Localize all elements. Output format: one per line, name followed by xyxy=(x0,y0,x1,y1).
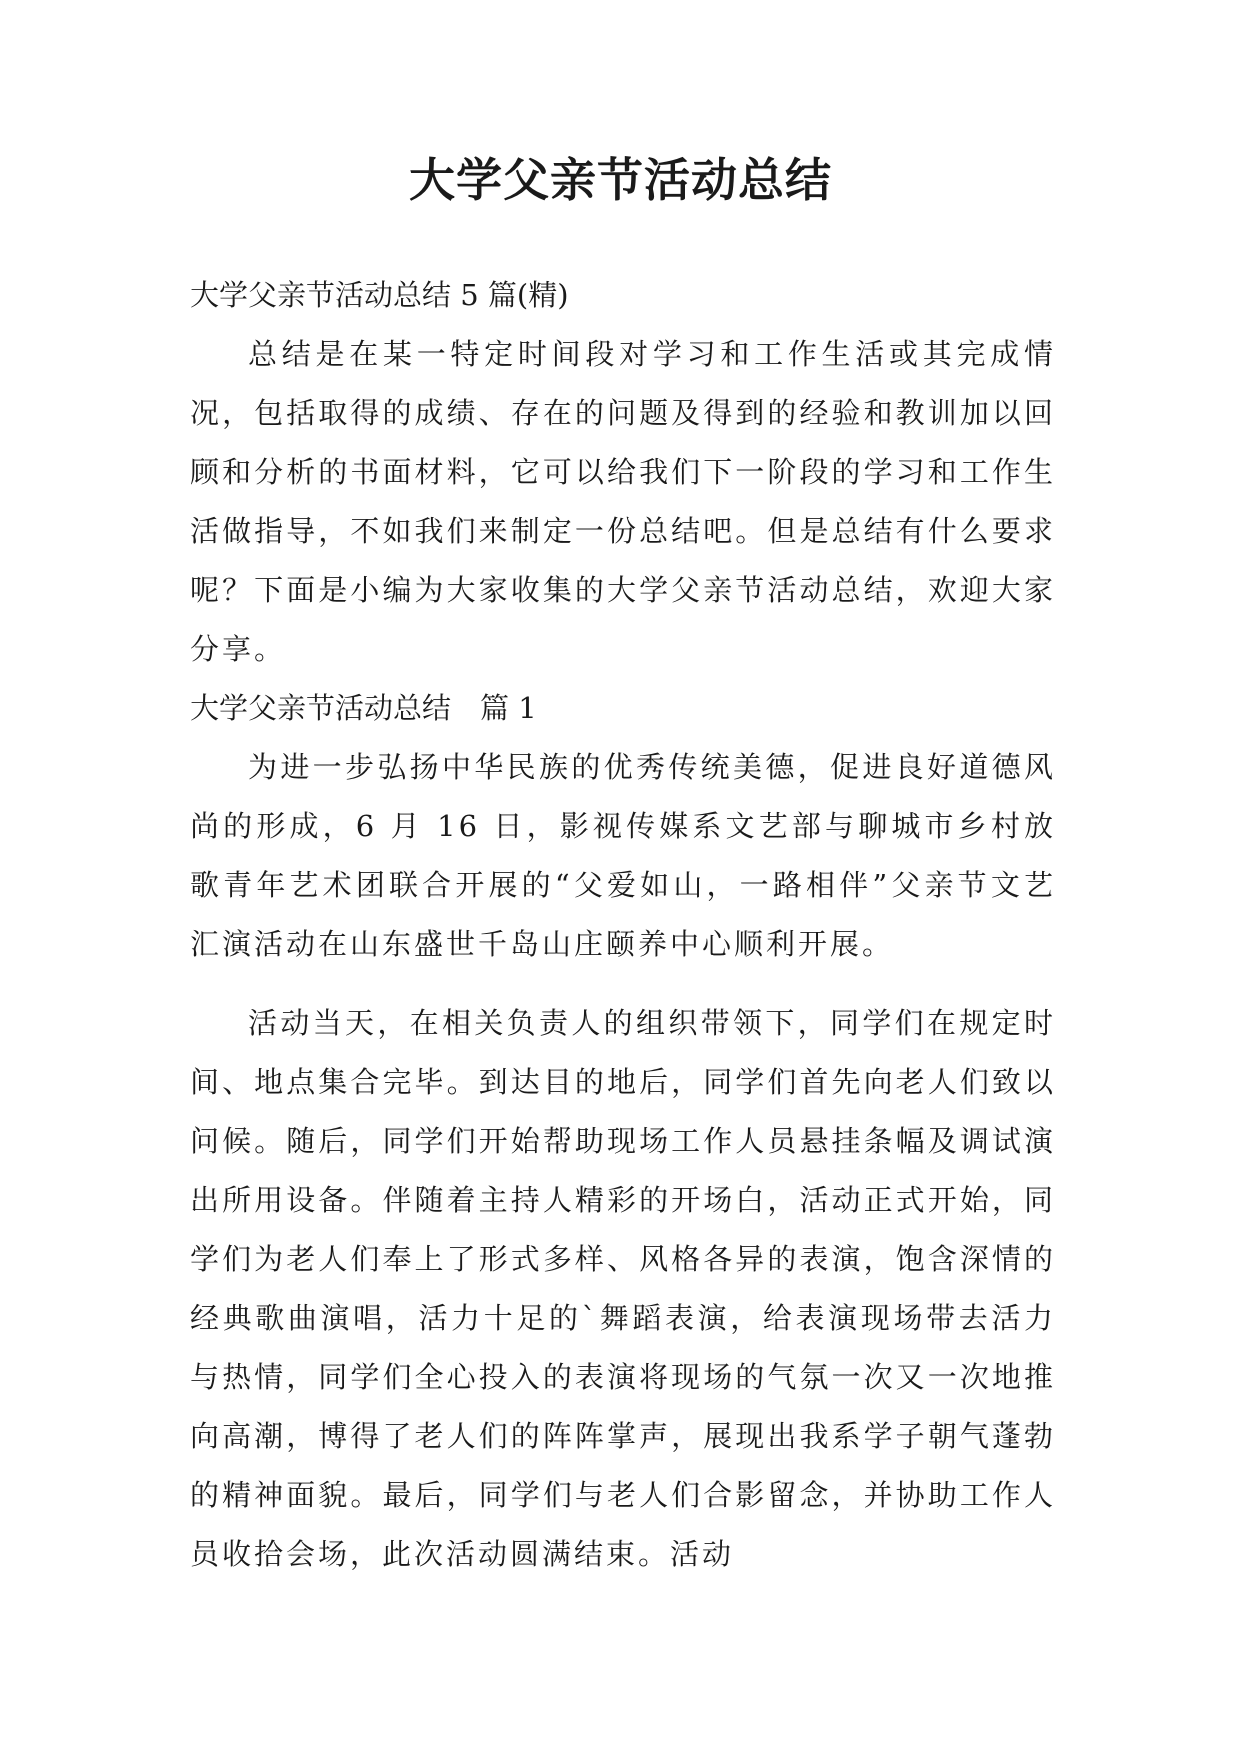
section-paragraph-2: 活动当天，在相关负责人的组织带领下，同学们在规定时间、地点集合完毕。到达目的地后，同学们首先向老人们致以问候。随后，同学们开始帮助现场工作人员悬挂条幅及调试演出所用设备。伴随着主持人精彩的开场白，活动正式开始，同学们为老人们奉上了形式多样、风格各异的表演，饱含深情的经典歌曲演唱，活力十足的`舞蹈表演，给表演现场带去活力与热情，同学们全心投入的表演将现场的气氛一次又一次地推向高潮，博得了老人们的阵阵掌声，展现出我系学子朝气蓬勃的精神面貌。最后，同学们与老人们合影留念，并协助工作人员收拾会场，此次活动圆满结束。活动 xyxy=(190,1006,1056,1571)
section-heading: 大学父亲节活动总结 篇 1 xyxy=(190,691,537,725)
document-subtitle: 大学父亲节活动总结 5 篇(精) xyxy=(190,278,569,312)
intro-paragraph: 总结是在某一特定时间段对学习和工作生活或其完成情况，包括取得的成绩、存在的问题及得到的经验和教训加以回顾和分析的书面材料，它可以给我们下一阶段的学习和工作生活做指导，不如我们来制定一份总结吧。但是总结有什么要求呢？下面是小编为大家收集的大学父亲节活动总结，欢迎大家分享。 xyxy=(190,337,1056,666)
section-paragraph-1: 为进一步弘扬中华民族的优秀传统美德，促进良好道德风尚的形成，6 月 16 日，影视传媒系文艺部与聊城市乡村放歌青年艺术团联合开展的“父爱如山，一路相伴”父亲节文艺汇演活动在山东盛世千岛山庄颐养中心顺利开展。 xyxy=(190,750,1056,961)
document-body xyxy=(190,266,1056,1584)
document-title: 大学父亲节活动总结 xyxy=(409,153,832,207)
